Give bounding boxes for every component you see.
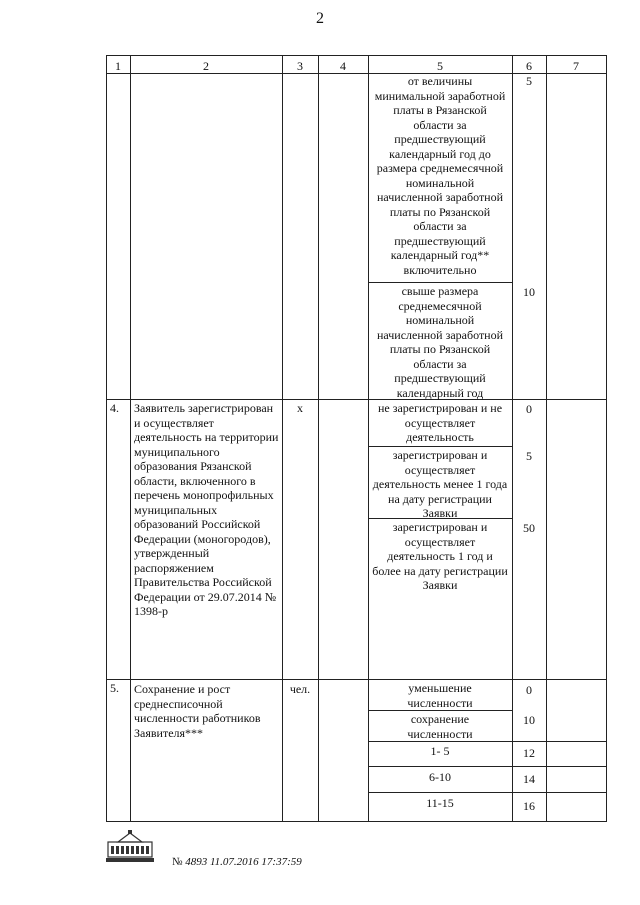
header-col-5: 5 bbox=[437, 59, 443, 73]
criterion-text: не зарегистрирован и не осуществляет деятельность bbox=[377, 401, 503, 444]
row-line bbox=[106, 399, 607, 400]
table-col-line bbox=[282, 55, 283, 822]
score-value: 10 bbox=[523, 713, 535, 727]
criterion-text: 1- 5 bbox=[430, 744, 450, 758]
unit-of-measure: х bbox=[297, 401, 303, 415]
score-value: 0 bbox=[526, 402, 532, 416]
page-number: 2 bbox=[316, 10, 324, 27]
indicator-name: Заявитель зарегистрирован и осуществляет деятельность на территории муниципального образования Рязанской области, включенного в перечень монопрофильных муниципальных образований Российской Федерации (моногородов), утвержденный распоряжением Правительства Российской Федерации от 29.07.2014 № 1398-р bbox=[134, 401, 279, 618]
header-col-4: 4 bbox=[340, 59, 346, 73]
indicator-name: Сохранение и рост среднесписочной численности работников Заявителя*** bbox=[134, 682, 261, 740]
score-value: 0 bbox=[526, 683, 532, 697]
score-value: 5 bbox=[526, 74, 532, 88]
row-line bbox=[106, 679, 607, 680]
score-value: 10 bbox=[523, 285, 535, 299]
score-value: 14 bbox=[523, 772, 535, 786]
sub-row-line bbox=[368, 741, 607, 742]
score-value: 50 bbox=[523, 521, 535, 535]
header-col-2: 2 bbox=[203, 59, 209, 73]
stamp-text: 4893 11.07.2016 17:37:59 bbox=[185, 856, 302, 868]
criterion-text: зарегистрирован и осуществляет деятельность менее 1 года на дату регистрации Заявки bbox=[372, 448, 508, 520]
table-col-line bbox=[368, 55, 369, 822]
score-value: 5 bbox=[526, 449, 532, 463]
row-number: 5. bbox=[110, 681, 119, 695]
score-value: 16 bbox=[523, 799, 535, 813]
header-col-7: 7 bbox=[573, 59, 579, 73]
registration-stamp bbox=[172, 856, 302, 868]
table-col-line bbox=[546, 55, 547, 822]
score-value: 12 bbox=[523, 746, 535, 760]
criterion-text: зарегистрирован и осуществляет деятельность 1 год и более на дату регистрации Заявки bbox=[372, 520, 508, 592]
sub-row-line bbox=[368, 766, 607, 767]
table-border-right bbox=[606, 55, 607, 822]
header-col-6: 6 bbox=[526, 59, 532, 73]
criterion-text: уменьшение численности bbox=[407, 681, 473, 710]
criterion-text: от величины минимальной заработной платы в Рязанской области за предшествующий календарный год до размера среднемесячной номинальной начисленной заработной платы по Рязанской области за предшествующий календарный год** включительно bbox=[374, 74, 506, 277]
sub-row-line bbox=[368, 282, 512, 283]
table-border-top bbox=[106, 55, 607, 56]
table-border-bottom bbox=[106, 821, 607, 822]
stamp-number-symbol: № bbox=[172, 856, 183, 868]
row-number: 4. bbox=[110, 401, 119, 415]
table-col-line bbox=[512, 55, 513, 822]
table-col-line bbox=[318, 55, 319, 822]
sub-row-line bbox=[368, 792, 607, 793]
header-col-1: 1 bbox=[115, 59, 121, 73]
unit-of-measure: чел. bbox=[289, 682, 311, 696]
header-col-3: 3 bbox=[297, 59, 303, 73]
sub-row-line bbox=[368, 710, 512, 711]
criterion-text: 11-15 bbox=[426, 796, 454, 810]
table-border-left bbox=[106, 55, 107, 822]
registry-logo-icon bbox=[104, 830, 156, 864]
criterion-text: 6-10 bbox=[429, 770, 451, 784]
sub-row-line bbox=[368, 446, 512, 447]
criterion-text: сохранение численности bbox=[407, 712, 473, 741]
criterion-text: свыше размера среднемесячной номинальной начисленной заработной платы по Рязанской области за предшествующий календарный год bbox=[376, 284, 504, 400]
table-col-line bbox=[130, 55, 131, 822]
